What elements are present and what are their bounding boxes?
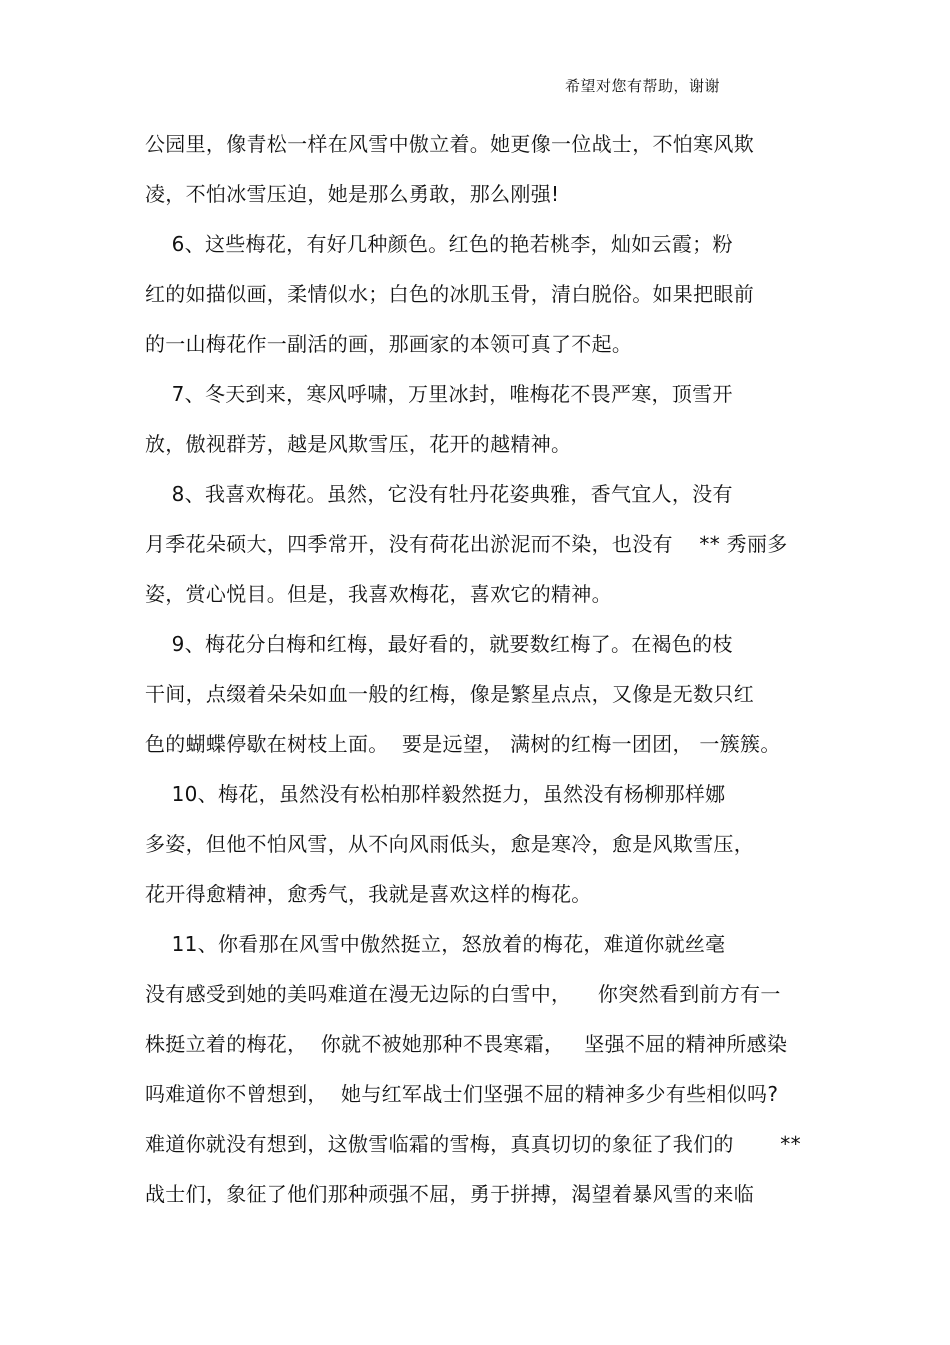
text-line: 公园里，像青松一样在风雪中傲立着。她更像一位战士，不怕寒风欺: [145, 132, 754, 156]
text-line: 放，傲视群芳，越是风欺雪压，花开的越精神。: [145, 432, 572, 456]
text-line: 没有感受到她的美吗难道在漫无边际的白雪中， 你突然看到前方有一: [145, 982, 781, 1006]
text-line: 7、冬天到来，寒风呼啸，万里冰封，唯梅花不畏严寒，顶雪开: [145, 382, 733, 406]
text-line: 吗难道你不曾想到， 她与红军战士们坚强不屈的精神多少有些相似吗?: [145, 1082, 779, 1106]
text-line: 姿，赏心悦目。但是，我喜欢梅花，喜欢它的精神。: [145, 582, 612, 606]
text-line: 株挺立着的梅花， 你就不被她那种不畏寒霜， 坚强不屈的精神所感染: [145, 1032, 788, 1056]
text-line: 凌，不怕冰雪压迫，她是那么勇敢，那么刚强!: [145, 182, 560, 206]
text-line: 10、梅花，虽然没有松柏那样毅然挺力，虽然没有杨柳那样娜: [145, 782, 726, 806]
text-line: 干间，点缀着朵朵如血一般的红梅，像是繁星点点，又像是无数只红: [145, 682, 754, 706]
text-line: 6、这些梅花，有好几种颜色。红色的艳若桃李，灿如云霞；粉: [145, 232, 733, 256]
text-line: 花开得愈精神，愈秀气，我就是喜欢这样的梅花。: [145, 882, 592, 906]
text-line: 战士们，象征了他们那种顽强不屈，勇于拼搏，渴望着暴风雪的来临: [145, 1182, 754, 1206]
text-line: 多姿，但他不怕风雪，从不向风雨低头，愈是寒冷，愈是风欺雪压，: [145, 832, 754, 856]
text-line: 色的蝴蝶停歇在树枝上面。 要是远望， 满树的红梅一团团， 一簇簇。: [145, 732, 781, 756]
text-line: 难道你就没有想到，这傲雪临霜的雪梅，真真切切的象征了我们的 **: [145, 1132, 801, 1156]
text-line: 9、梅花分白梅和红梅，最好看的，就要数红梅了。在褐色的枝: [145, 632, 733, 656]
text-line: 11、你看那在风雪中傲然挺立，怒放着的梅花，难道你就丝毫: [145, 932, 726, 956]
text-line: 月季花朵硕大，四季常开，没有荷花出淤泥而不染，也没有 ** 秀丽多: [145, 532, 788, 556]
text-line: 红的如描似画，柔情似水；白色的冰肌玉骨，清白脱俗。如果把眼前: [145, 282, 754, 306]
header-note: 希望对您有帮助，谢谢: [565, 77, 721, 95]
text-line: 8、我喜欢梅花。虽然，它没有牡丹花姿典雅，香气宜人，没有: [145, 482, 733, 506]
text-line: 的一山梅花作一副活的画，那画家的本领可真了不起。: [145, 332, 633, 356]
